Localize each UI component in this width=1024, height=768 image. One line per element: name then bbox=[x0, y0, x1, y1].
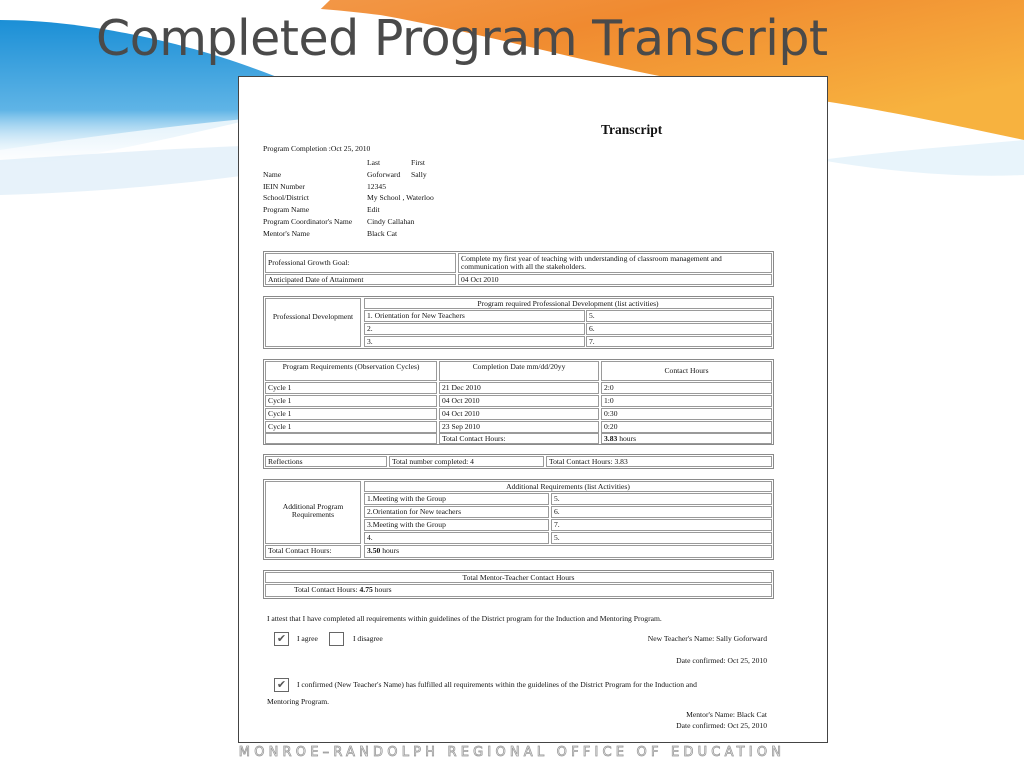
info-value: My School , Waterloo bbox=[367, 193, 434, 203]
reflections-completed: Total number completed: 4 bbox=[389, 456, 544, 467]
additional-activity: 3.Meeting with the Group bbox=[364, 519, 549, 531]
mentor-total-row bbox=[265, 584, 772, 597]
info-value: Goforward bbox=[367, 169, 401, 179]
obs-col-hours: Contact Hours bbox=[601, 361, 772, 381]
additional-activity: 2.Orientation for New teachers bbox=[364, 506, 549, 518]
info-header-last: Last bbox=[367, 158, 381, 167]
mentor-total-unit: hours bbox=[374, 585, 392, 594]
additional-activity: 5. bbox=[551, 532, 772, 544]
goal-value: Complete my first year of teaching with understanding of classroom management and communication with all the stakeholders. bbox=[458, 253, 772, 273]
agree-label: I agree bbox=[297, 634, 318, 643]
confirm-statement: I confirmed (New Teacher's Name) has fulfilled all requirements within the guidelines of the District Program for the Induction and bbox=[297, 680, 697, 689]
confirm-statement-continued: Mentoring Program. bbox=[267, 697, 330, 706]
info-row bbox=[263, 181, 438, 193]
info-label: Program Coordinator's Name bbox=[263, 216, 353, 226]
info-row bbox=[263, 216, 438, 228]
reflections-hours: Total Contact Hours: 3.83 bbox=[546, 456, 772, 467]
additional-activity: 7. bbox=[551, 519, 772, 531]
additional-activity: 6. bbox=[551, 506, 772, 518]
additional-total-label: Total Contact Hours: bbox=[265, 545, 361, 558]
obs-date: 04 Oct 2010 bbox=[439, 395, 599, 407]
info-label: Program Name bbox=[263, 205, 310, 215]
obs-total-label: Total Contact Hours: bbox=[439, 433, 599, 444]
reflections-section bbox=[263, 454, 774, 469]
slide-title: Completed Program Transcript bbox=[96, 10, 828, 67]
obs-hours: 1:0 bbox=[601, 395, 772, 407]
info-row bbox=[263, 204, 438, 216]
teacher-date-confirmed: Date confirmed: Oct 25, 2010 bbox=[676, 656, 767, 665]
mentor-date-confirmed: Date confirmed: Oct 25, 2010 bbox=[676, 721, 767, 730]
observation-section bbox=[263, 359, 774, 445]
pd-label: Professional Development bbox=[265, 298, 361, 347]
teacher-name: New Teacher's Name: Sally Goforward bbox=[647, 634, 767, 643]
info-value: Cindy Callahan bbox=[367, 216, 415, 226]
reflections-label: Reflections bbox=[265, 456, 387, 467]
transcript-document bbox=[238, 76, 828, 743]
goal-label: Professional Growth Goal: bbox=[265, 253, 456, 273]
additional-header: Additional Requirements (list Activities) bbox=[364, 481, 772, 492]
info-label: Mentor's Name bbox=[263, 228, 310, 238]
additional-section bbox=[263, 479, 774, 560]
pd-header: Program required Professional Development (list activities) bbox=[364, 298, 772, 309]
obs-date: 04 Oct 2010 bbox=[439, 408, 599, 420]
goal-date-value: 04 Oct 2010 bbox=[458, 274, 772, 285]
disagree-checkbox[interactable] bbox=[329, 632, 344, 646]
pd-activity: 2. bbox=[364, 323, 585, 335]
additional-activity: 1.Meeting with the Group bbox=[364, 493, 549, 505]
info-header-first: First bbox=[411, 158, 425, 167]
additional-label: Additional Program Requirements bbox=[265, 481, 361, 544]
pd-activity: 3. bbox=[364, 336, 585, 347]
additional-total-unit: hours bbox=[382, 546, 400, 555]
pd-activity: 1. Orientation for New Teachers bbox=[364, 310, 585, 322]
additional-activity: 5. bbox=[551, 493, 772, 505]
info-table bbox=[263, 157, 438, 240]
document-title: Transcript bbox=[601, 122, 663, 137]
additional-total-cell bbox=[364, 545, 772, 558]
info-row bbox=[263, 192, 438, 204]
obs-hours: 0:30 bbox=[601, 408, 772, 420]
confirm-checkbox[interactable]: ✔ bbox=[274, 678, 289, 692]
obs-total-empty bbox=[265, 433, 437, 444]
obs-hours: 0:20 bbox=[601, 421, 772, 433]
obs-requirement: Cycle 1 bbox=[265, 408, 437, 420]
info-label: Name bbox=[263, 169, 282, 179]
obs-requirement: Cycle 1 bbox=[265, 382, 437, 394]
info-label: School/District bbox=[263, 193, 309, 203]
footer-organization: MONROE–RANDOLPH REGIONAL OFFICE OF EDUCATION bbox=[238, 745, 786, 760]
mentor-total-value: 4.75 bbox=[359, 585, 373, 594]
obs-total-cell bbox=[601, 433, 772, 444]
pd-section bbox=[263, 296, 774, 349]
pd-activity: 7. bbox=[586, 336, 772, 347]
obs-total-value: 3.83 bbox=[604, 434, 618, 443]
agree-checkbox[interactable]: ✔ bbox=[274, 632, 289, 646]
obs-date: 21 Dec 2010 bbox=[439, 382, 599, 394]
info-label: IEIN Number bbox=[263, 181, 305, 191]
additional-activity: 4. bbox=[364, 532, 549, 544]
pd-activity: 5. bbox=[586, 310, 772, 322]
additional-total-value: 3.50 bbox=[367, 546, 381, 555]
obs-requirement: Cycle 1 bbox=[265, 421, 437, 433]
info-value: 12345 bbox=[367, 181, 386, 191]
mentor-total-header: Total Mentor-Teacher Contact Hours bbox=[265, 572, 772, 583]
goal-section bbox=[263, 251, 774, 287]
info-value: Black Cat bbox=[367, 228, 398, 238]
goal-date-label: Anticipated Date of Attainment bbox=[265, 274, 456, 285]
info-value-2: Sally bbox=[411, 169, 427, 179]
mentor-total-label: Total Contact Hours: bbox=[294, 585, 358, 594]
obs-requirement: Cycle 1 bbox=[265, 395, 437, 407]
info-row bbox=[263, 228, 438, 240]
mentor-total-section bbox=[263, 570, 774, 599]
pd-activity: 6. bbox=[586, 323, 772, 335]
disagree-label: I disagree bbox=[353, 634, 383, 643]
attest-statement: I attest that I have completed all requirements within guidelines of the District program for the Induction and Mentoring Program. bbox=[267, 614, 662, 623]
program-completion: Program Completion :Oct 25, 2010 bbox=[263, 144, 371, 153]
obs-hours: 2:0 bbox=[601, 382, 772, 394]
info-value: Edit bbox=[367, 205, 380, 215]
obs-col-requirements: Program Requirements (Observation Cycles) bbox=[265, 361, 437, 381]
obs-col-date: Completion Date mm/dd/20yy bbox=[439, 361, 599, 381]
mentor-name: Mentor's Name: Black Cat bbox=[686, 710, 767, 719]
info-header-row bbox=[263, 157, 438, 169]
info-row bbox=[263, 169, 438, 181]
obs-date: 23 Sep 2010 bbox=[439, 421, 599, 433]
obs-total-unit: hours bbox=[619, 434, 637, 443]
